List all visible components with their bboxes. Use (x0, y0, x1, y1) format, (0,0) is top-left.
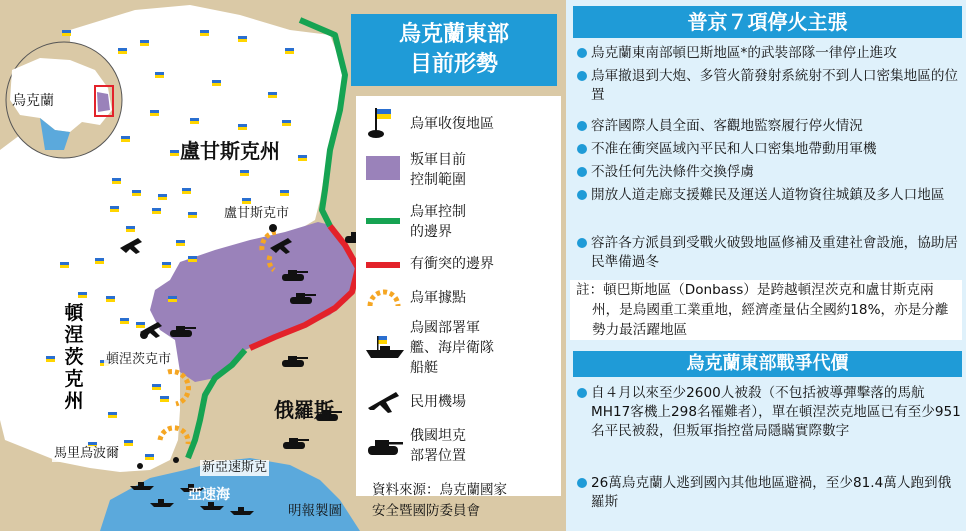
bullet-icon (577, 71, 587, 81)
legend (356, 96, 561, 496)
legend-label: 烏軍據點 (410, 290, 466, 306)
ukraine-flag-icon (366, 106, 396, 140)
putin-plan-point (577, 140, 962, 159)
donbass-note: 註：頓巴斯地區（Donbass）是跨越頓涅茨克和盧甘斯克兩州，是烏國重工業重地，經濟產量佔全國約18%，亦是分離勢力最活躍地區 (570, 280, 962, 340)
donetsk-city-marker (140, 331, 148, 339)
donetsk-oblast-char: 頓 (64, 302, 84, 324)
putin-plan-point (577, 234, 962, 272)
novoazovsk-city-marker (173, 457, 179, 463)
point-text: 不設任何先決條件交換俘虜 (591, 164, 755, 180)
luhansk-city-marker (269, 224, 277, 232)
made-by-credit: 明報製圖 (288, 503, 342, 519)
red-border-line (366, 262, 400, 268)
legend-label: 烏國部署軍 艦、海岸衛隊 船艇 (410, 320, 494, 376)
putin-plan-point (577, 67, 962, 105)
putin-plan-title: 普京７項停火主張 (573, 6, 962, 38)
war-cost-title: 烏克蘭東部戰爭代價 (573, 351, 962, 377)
donetsk-oblast-char: 州 (64, 390, 84, 412)
legend-label: 烏軍收復地區 (410, 116, 494, 132)
luhansk-oblast-label: 盧甘斯克州 (180, 139, 280, 163)
airplane-icon (366, 388, 400, 416)
mariupol-city-label: 馬里烏波爾 (54, 446, 120, 461)
stronghold-icon (366, 286, 402, 310)
legend-item-recaptured (356, 104, 561, 144)
donetsk-oblast-char: 涅 (64, 324, 84, 346)
donetsk-oblast-char: 茨 (64, 346, 84, 368)
tank-icon (366, 436, 404, 458)
bullet-icon (577, 388, 587, 398)
donetsk-oblast-char: 克 (64, 368, 84, 390)
point-text: 不准在衝突區域內平民和人口密集地帶動用軍機 (591, 141, 877, 157)
inset-ukraine-label: 烏克蘭 (12, 93, 54, 109)
putin-plan-point (577, 186, 962, 224)
legend-item-warship (356, 318, 561, 382)
legend-label: 烏軍控制 的邊界 (410, 204, 466, 240)
source-credit: 資料來源：烏克蘭國家 安全暨國防委員會 (372, 482, 507, 519)
putin-plan-point (577, 163, 962, 182)
point-text: 容許國際人員全面、客觀地監察履行停火情況 (591, 118, 863, 134)
legend-item-conflict-border (356, 254, 561, 280)
point-text: 26萬烏克蘭人逃到國內其他地區避禍，至少81.4萬人跑到俄羅斯 (591, 475, 952, 510)
map-title-line: 目前形勢 (409, 52, 498, 77)
point-text: 開放人道走廊支援難民及運送人道物資往城鎮及多人口地區 (591, 187, 945, 203)
point-text: 烏軍撤退到大炮、多管火箭發射系統射不到人口密集地區的位置 (591, 68, 959, 103)
donetsk-oblast-label (62, 302, 86, 412)
war-cost-point (577, 384, 962, 460)
rebel-area-swatch (366, 156, 400, 180)
legend-item-rebel-area (356, 150, 561, 194)
bullet-icon (577, 478, 587, 488)
putin-plan-point (577, 117, 962, 136)
legend-item-tank (356, 426, 561, 470)
legend-item-stronghold (356, 286, 561, 312)
map-title-line: 烏克蘭東部 (398, 22, 509, 47)
legend-label: 有衝突的邊界 (410, 256, 494, 272)
bullet-icon (577, 144, 587, 154)
bullet-icon (577, 121, 587, 131)
warship-icon (366, 334, 406, 360)
point-text: 容許各方派員到受戰火破毀地區修補及重建社會設施，協助居民準備過冬 (591, 235, 959, 270)
azov-sea-label: 亞速海 (188, 487, 230, 503)
donetsk-city-label: 頓涅茨克市 (106, 352, 172, 367)
map-title (351, 14, 557, 86)
legend-item-ukraine-border (356, 202, 561, 246)
mariupol-city-marker (137, 463, 143, 469)
point-text: 自４月以來至少2600人被殺（不包括被導彈擊落的馬航MH17客機上298名罹難者），單在頓涅茨克地區已有至少951名平民被殺，但叛軍指控當局隱瞞實際數字 (591, 385, 961, 439)
green-border-line (366, 218, 400, 224)
war-cost-point (577, 474, 962, 514)
legend-label: 民用機場 (410, 394, 466, 410)
bullet-icon (577, 167, 587, 177)
legend-label: 俄國坦克 部署位置 (410, 428, 466, 464)
bullet-icon (577, 190, 587, 200)
point-text: 烏克蘭東南部頓巴斯地區*的武裝部隊一律停止進攻 (591, 45, 897, 61)
legend-item-airport (356, 388, 561, 418)
putin-plan-point (577, 44, 962, 63)
novoazovsk-city-label: 新亞速斯克 (202, 460, 268, 475)
bullet-icon (577, 238, 587, 248)
luhansk-city-label: 盧甘斯克市 (224, 206, 290, 221)
russia-label: 俄羅斯 (274, 398, 334, 422)
legend-label: 叛軍目前 控制範圍 (410, 152, 466, 188)
bullet-icon (577, 48, 587, 58)
